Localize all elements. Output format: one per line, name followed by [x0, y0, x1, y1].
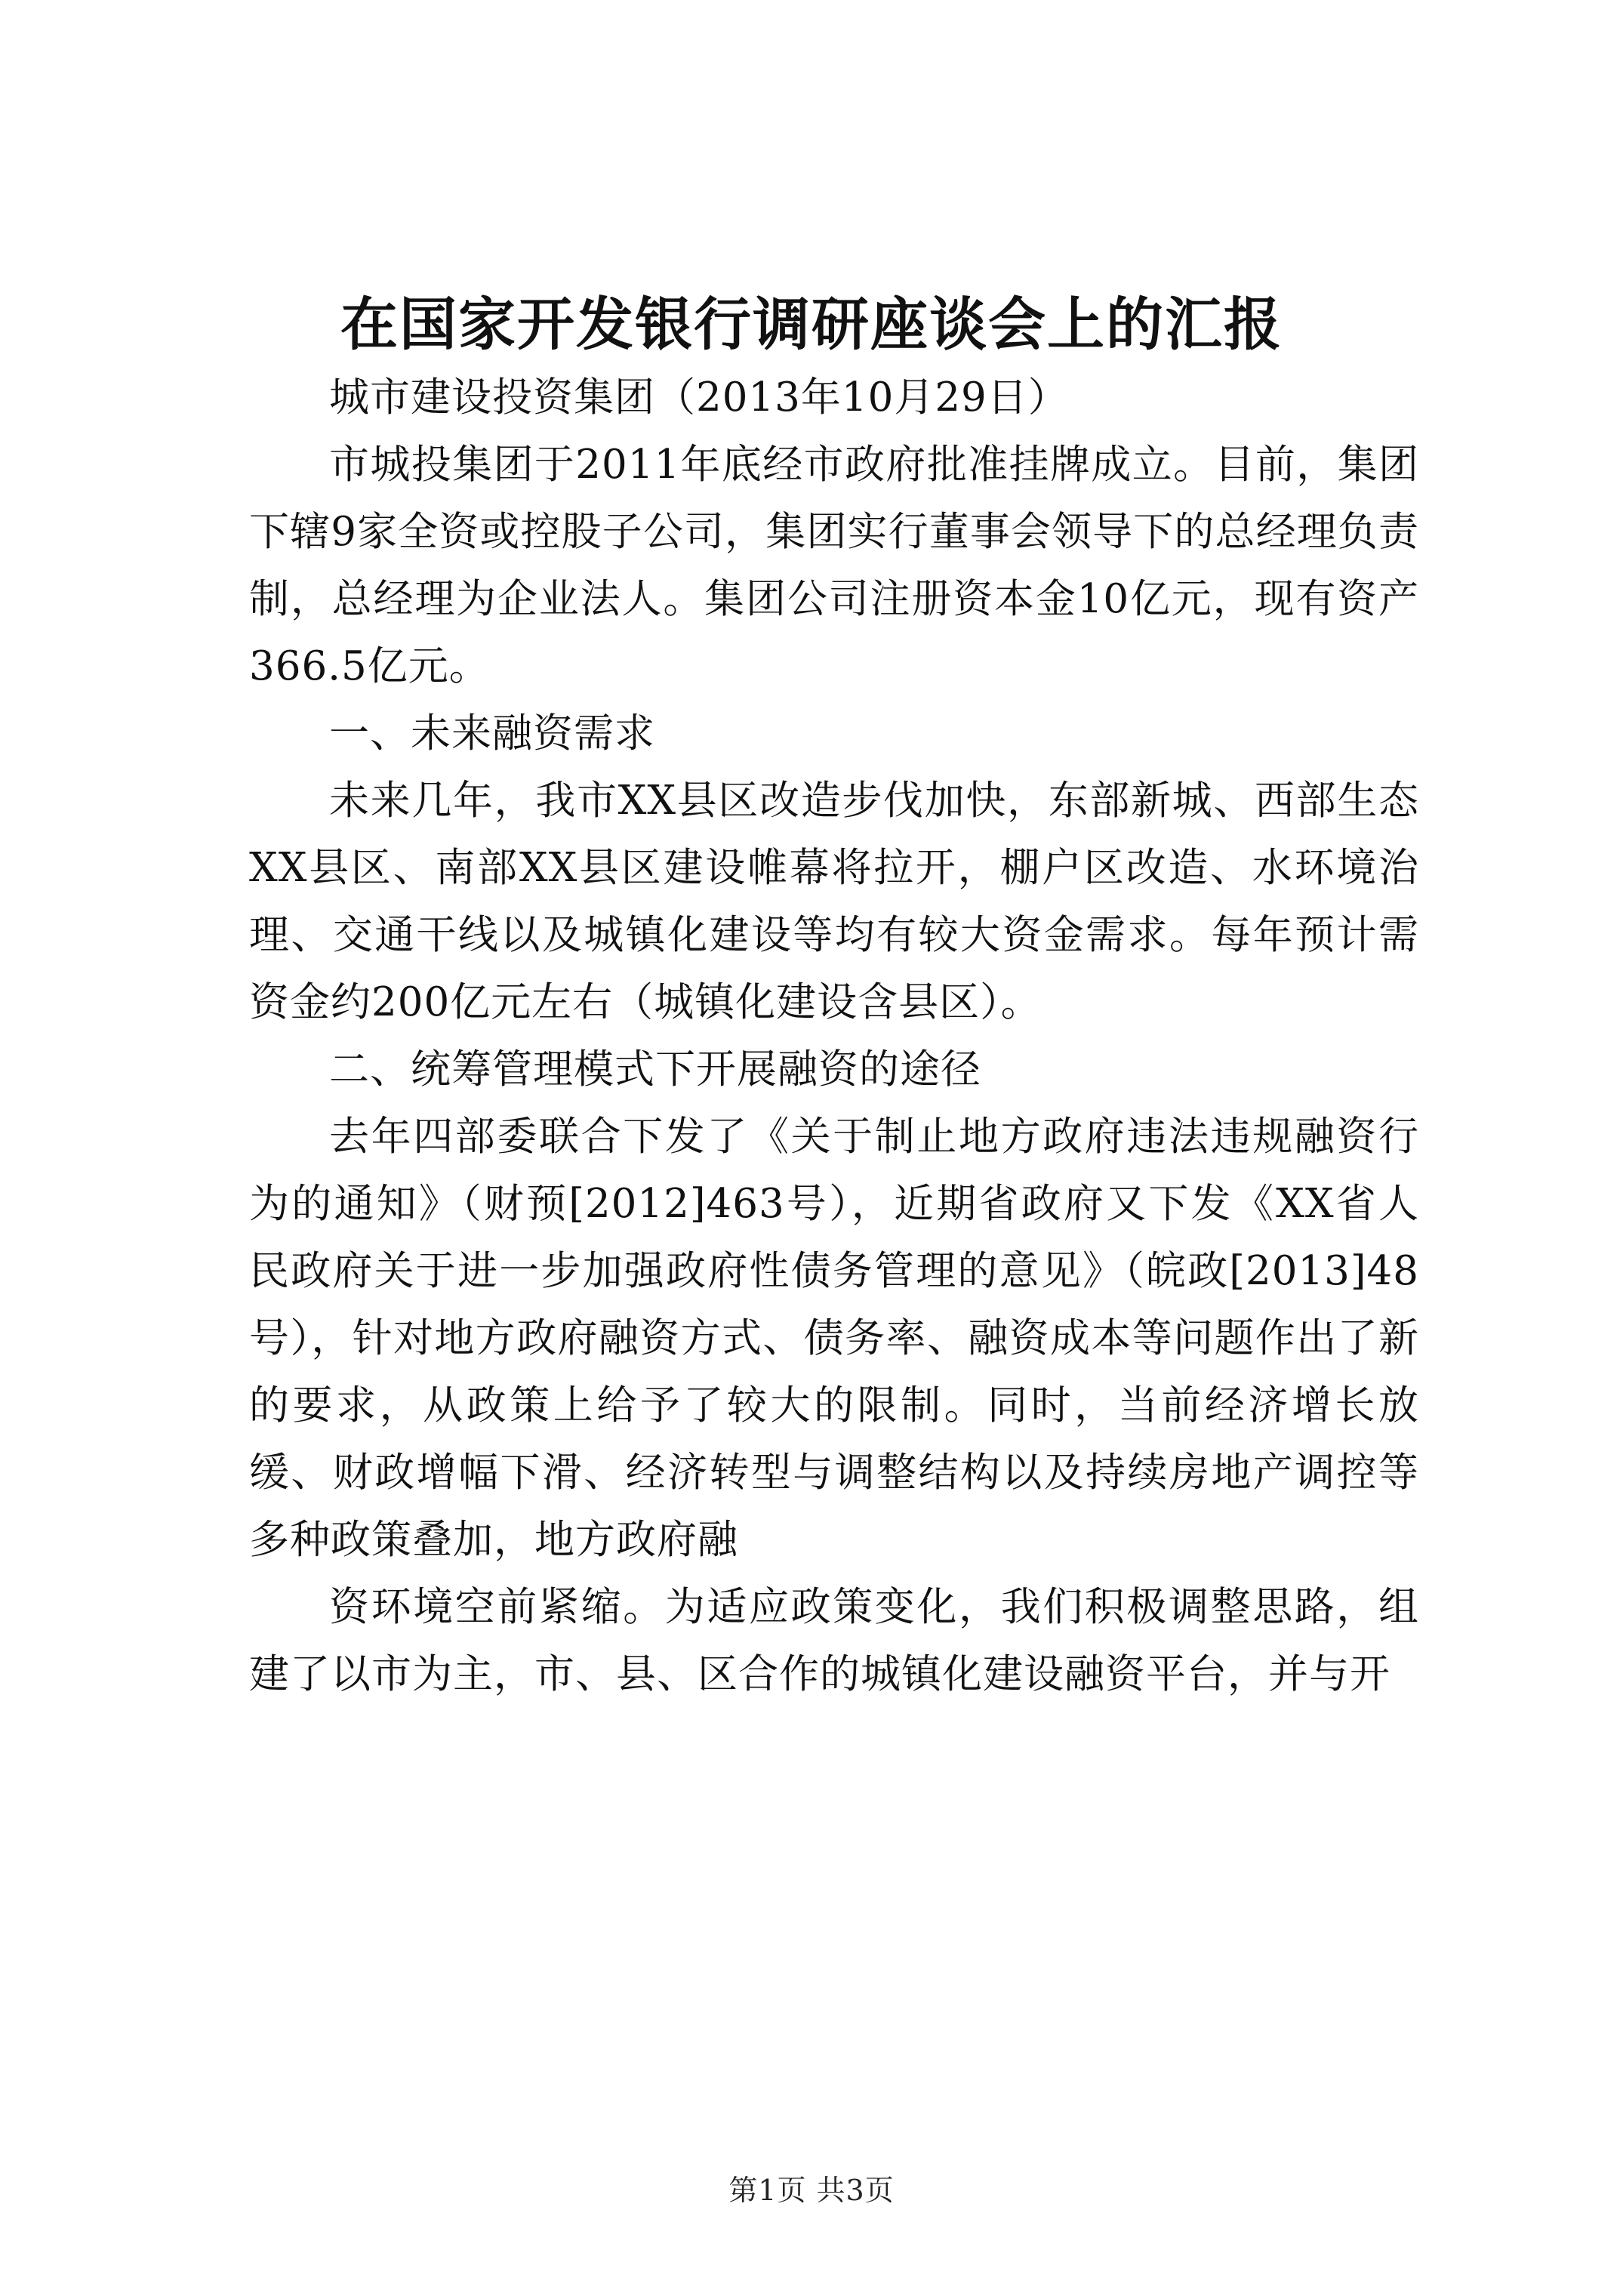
paragraph-policy: 去年四部委联合下发了《关于制止地方政府违法违规融资行为的通知》（财预[2012]463号），近期省政府又下发《XX省人民政府关于进一步加强政府性债务管理的意见》（皖政[2013]48号），针对地方政府融资方式、债务率、融资成本等问题作出了新的要求，从政策上给予了较大的限制。同时，当前经济增长放缓、财政增幅下滑、经济转型与调整结构以及持续房地产调控等多种政策叠加，地方政府融 [249, 1114, 1419, 1563]
paragraph-financing-demand: 未来几年，我市XX县区改造步伐加快，东部新城、西部生态XX县区、南部XX县区建设帷幕将拉开，棚户区改造、水环境治理、交通干线以及城镇化建设等均有较大资金需求。每年预计需资金约200亿元左右（城镇化建设含县区）。 [249, 778, 1419, 1025]
document-title: 在国家开发银行调研座谈会上的汇报 [340, 291, 1283, 358]
page-footer: 第1页 共3页 [728, 2174, 895, 2207]
document-body [249, 364, 1419, 1708]
paragraph-intro: 市城投集团于2011年底经市政府批准挂牌成立。目前，集团下辖9家全资或控股子公司，集团实行董事会领导下的总经理负责制，总经理为企业法人。集团公司注册资本金10亿元，现有资产366.5亿元。 [249, 442, 1419, 689]
author-date-line: 城市建设投资集团（2013年10月29日） [329, 374, 1069, 421]
section-heading-1: 一、未来融资需求 [329, 710, 655, 757]
section-heading-2: 二、统筹管理模式下开展融资的途径 [329, 1046, 981, 1093]
paragraph-environment: 资环境空前紧缩。为适应政策变化，我们积极调整思路，组建了以市为主，市、县、区合作的城镇化建设融资平台，并与开 [249, 1584, 1419, 1697]
